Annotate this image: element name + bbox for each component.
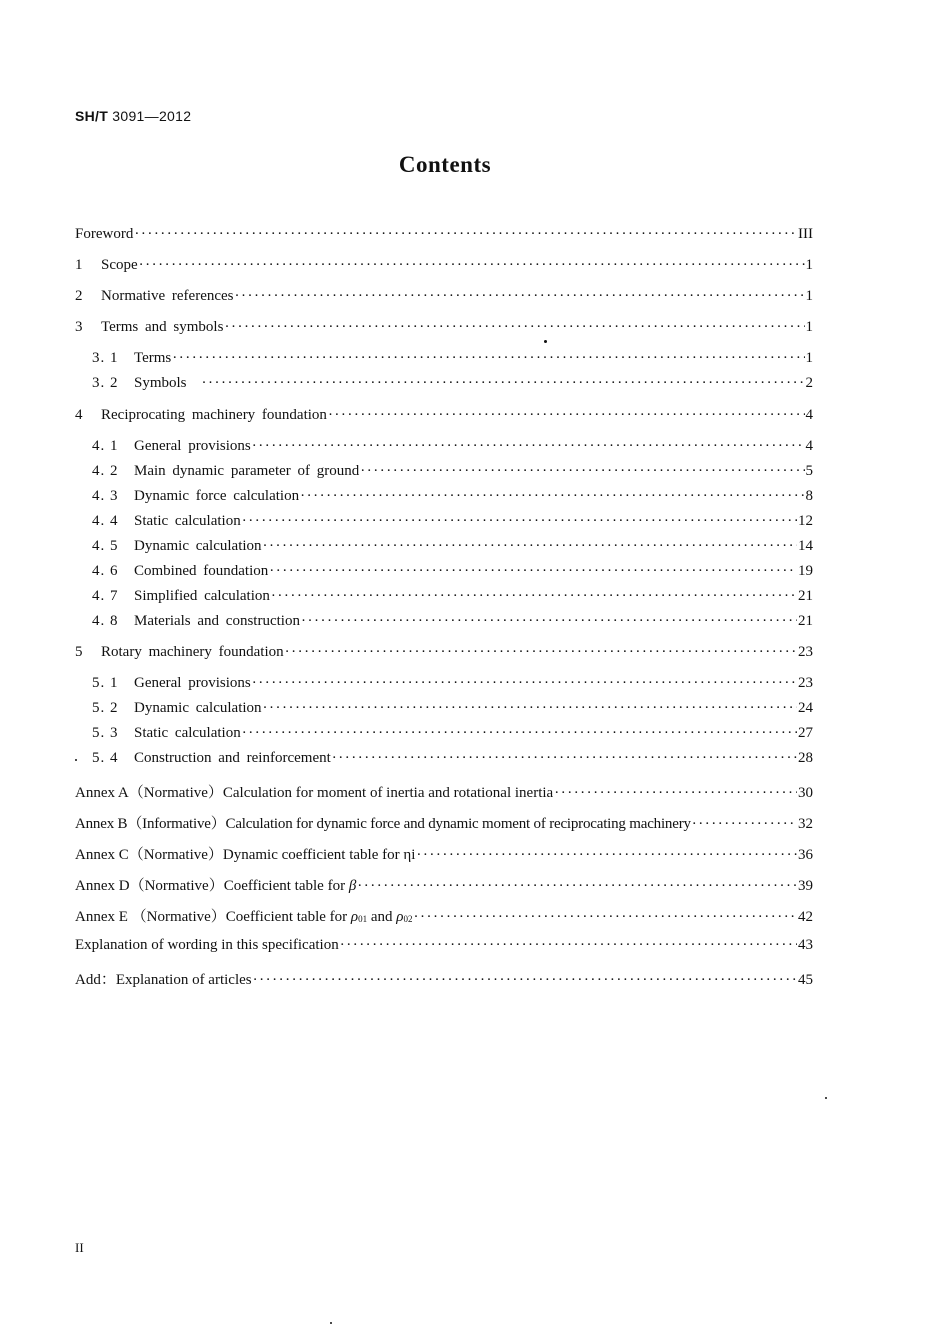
toc-entry-label: Annex B（Informative）Calculation for dynamic force and dynamic moment of reciprocating machinery [75,816,691,832]
toc-page-number: 23 [798,644,813,660]
toc-leader-dots [300,488,804,505]
toc-page-number: 1 [805,350,813,366]
toc-entry-3-1[interactable] [92,350,813,372]
scan-speck [544,340,547,343]
toc-leader-dots [340,937,797,954]
toc-leader-dots [242,725,797,742]
toc-page-number: 1 [805,319,813,335]
toc-entry-label-text: Annex E （Normative）Coefficient table for [75,909,351,925]
toc-entry-5[interactable] [75,644,813,666]
toc-entry-label: Normative references [101,288,234,304]
toc-entry-label: Foreword [75,226,134,242]
toc-entry-number: 2 [75,288,83,304]
toc-entry-number: 5 [75,644,83,660]
toc-entry-5-2[interactable] [92,700,813,722]
toc-leader-dots [263,538,797,555]
toc-page-number: 8 [805,488,813,504]
toc-leader-dots [253,972,797,989]
toc-entry-label: Add：Explanation of articles [75,972,252,988]
toc-page-number: 45 [798,972,813,988]
toc-page-number: 43 [798,937,813,953]
toc-page-number: 14 [798,538,813,554]
toc-entry-annex-a[interactable] [75,781,813,803]
toc-entry-explanation-of-wording[interactable] [75,937,813,959]
toc-entry-4-3[interactable] [92,488,813,510]
toc-entry-number: 3. 1 [92,350,119,366]
toc-entry-number: 4. 4 [92,513,119,529]
toc-page-number: 27 [798,725,813,741]
toc-entry-4-1[interactable] [92,438,813,460]
toc-page-number: 1 [805,257,813,273]
toc-leader-dots [139,257,805,274]
toc-leader-dots [271,588,797,605]
toc-entry-label: Materials and construction [134,613,300,629]
toc-page-number: 2 [805,375,813,391]
toc-entry-annex-e[interactable] [75,905,813,927]
document-code-prefix: SH/T [75,108,109,124]
toc-leader-dots [692,816,797,833]
page-title: Contents [398,152,492,177]
document-code-number: 3091—2012 [112,108,192,124]
toc-leader-dots [416,847,797,864]
toc-entry-number: 5. 4 [92,750,119,766]
toc-page-number: 4 [805,407,813,423]
toc-leader-dots [554,785,797,802]
rho-symbol: ρ [396,909,404,925]
toc-entry-number: 3. 2 [92,375,119,391]
rho-symbol: ρ [350,909,359,925]
toc-page-number: III [798,226,813,242]
toc-entry-label-text: Annex D（Normative）Coefficient table for [75,878,349,894]
toc-leader-dots [269,563,797,580]
toc-leader-dots [360,463,804,480]
toc-entry-number: 5. 2 [92,700,119,716]
toc-leader-dots [413,909,797,926]
toc-entry-label: Terms and symbols [101,319,224,335]
toc-entry-number: 4. 1 [92,438,119,454]
toc-leader-dots [172,350,804,367]
toc-entry-annex-c[interactable] [75,843,813,865]
toc-entry-label: Static calculation [134,513,241,529]
toc-page-number: 36 [798,847,813,863]
toc-entry-4-8[interactable] [92,613,813,635]
toc-leader-dots [328,407,805,424]
toc-leader-dots [357,878,797,895]
toc-leader-dots [134,226,797,243]
toc-entry-number: 4. 3 [92,488,119,504]
toc-entry-label: Rotary machinery foundation [101,644,284,660]
toc-entry-number: 4. 5 [92,538,119,554]
toc-page-number: 5 [805,463,813,479]
rho-subscript: 02 [403,914,413,924]
toc-entry-number: 4 [75,407,83,423]
toc-page-number: 28 [798,750,813,766]
toc-entry-label: General provisions [134,675,251,691]
toc-entry-5-1[interactable] [92,675,813,697]
toc-leader-dots [224,319,804,336]
toc-entry-4-6[interactable] [92,563,813,585]
table-of-contents [75,0,813,1000]
toc-entry-4-4[interactable] [92,513,813,535]
toc-entry-label: Explanation of wording in this specification [75,937,339,953]
toc-leader-dots [301,613,797,630]
toc-entry-label: Static calculation [134,725,241,741]
toc-entry-number: 5. 1 [92,675,119,691]
toc-entry-3-2[interactable] [92,375,813,397]
toc-page-number: 4 [805,438,813,454]
toc-entry-number: 4. 6 [92,563,119,579]
toc-entry-label [75,874,356,895]
toc-entry-label: Annex A（Normative）Calculation for moment of inertia and rotational inertia [75,785,554,801]
toc-entry-label: Annex C（Normative）Dynamic coefficient table for ηi [75,847,416,863]
toc-page-number: 32 [798,816,813,832]
toc-entry-label: Simplified calculation [134,588,270,604]
toc-leader-dots [263,700,797,717]
toc-entry-number: 5. 3 [92,725,119,741]
toc-leader-dots [252,675,797,692]
toc-entry-number: 4. 7 [92,588,119,604]
toc-entry-label: Combined foundation [134,563,269,579]
toc-page-number: 19 [798,563,813,579]
toc-entry-2[interactable] [75,288,813,310]
toc-entry-5-4[interactable] [92,750,813,772]
toc-leader-dots [202,375,805,392]
toc-page-number: 12 [798,513,813,529]
toc-entry-label: Construction and reinforcement [134,750,331,766]
toc-entry-4[interactable] [75,407,813,429]
toc-leader-dots [242,513,797,530]
toc-leader-dots [285,644,797,661]
toc-page-number: 24 [798,700,813,716]
toc-entry-4-5[interactable] [92,538,813,560]
rho-subscript: 01 [358,914,368,924]
toc-page-number: 23 [798,675,813,691]
toc-entry-number: 3 [75,319,83,335]
beta-symbol: β [348,878,357,894]
toc-leader-dots [332,750,797,767]
toc-entry-number: 4. 8 [92,613,119,629]
toc-page-number: 42 [798,909,813,925]
toc-entry-label: Scope [101,257,138,273]
toc-entry-label: General provisions [134,438,251,454]
scan-speck [75,759,77,761]
toc-page-number: 1 [805,288,813,304]
toc-entry-label: Dynamic force calculation [134,488,300,504]
toc-page-number: 21 [798,588,813,604]
toc-entry-4-2[interactable] [92,463,813,485]
toc-entry-label [75,905,412,926]
scan-speck [330,1322,332,1324]
page-number-footer: II [75,1240,84,1255]
toc-entry-1[interactable] [75,257,813,279]
toc-leader-dots [235,288,805,305]
toc-entry-label: Symbols [134,375,187,391]
toc-entry-label: Main dynamic parameter of ground [134,463,360,479]
toc-entry-annex-d[interactable] [75,874,813,896]
toc-entry-number: 4. 2 [92,463,119,479]
scan-speck [825,1097,827,1099]
toc-page-number: 30 [798,785,813,801]
toc-entry-3[interactable] [75,319,813,341]
toc-leader-dots [252,438,805,455]
toc-entry-label: Reciprocating machinery foundation [101,407,327,423]
toc-entry-annex-b[interactable] [75,812,813,834]
toc-page-number: 21 [798,613,813,629]
toc-entry-label: Terms [134,350,172,366]
toc-entry-foreword[interactable] [75,226,813,248]
toc-entry-label-joiner: and [367,909,397,925]
toc-entry-explanation-of-articles[interactable] [75,968,813,990]
toc-entry-label: Dynamic calculation [134,700,262,716]
toc-page-number: 39 [798,878,813,894]
toc-entry-5-3[interactable] [92,725,813,747]
toc-entry-label: Dynamic calculation [134,538,262,554]
toc-entry-4-7[interactable] [92,588,813,610]
toc-entry-number: 1 [75,257,83,273]
